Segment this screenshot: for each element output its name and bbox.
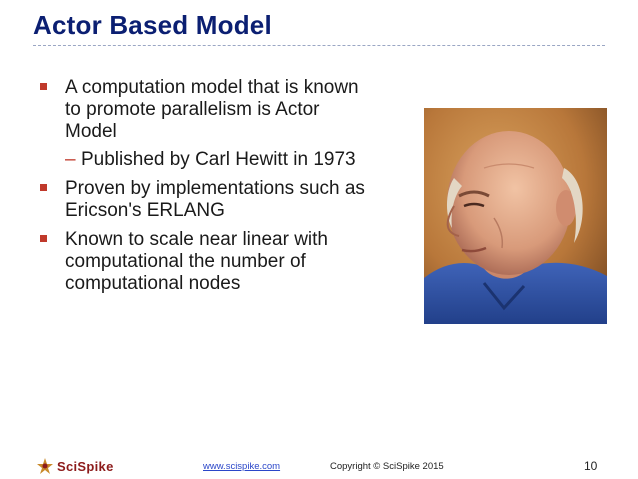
scispike-logo-icon xyxy=(36,457,54,475)
logo-text: SciSpike xyxy=(57,458,114,474)
bullet-square-icon xyxy=(40,184,47,191)
portrait-photo xyxy=(424,108,607,324)
bullet-square-icon xyxy=(40,83,47,90)
website-link[interactable]: www.scispike.com xyxy=(203,461,281,472)
page-number: 10 xyxy=(584,459,598,473)
bullet-list xyxy=(40,77,370,302)
bullet-text: A computation model that is known to promote parallelism is Actor Model xyxy=(65,77,359,142)
bullet-item xyxy=(40,178,370,222)
sub-bullet-item xyxy=(40,149,370,171)
bullet-item xyxy=(40,229,370,295)
sub-bullet-text: Published by Carl Hewitt in 1973 xyxy=(81,149,356,170)
bullet-text: Proven by implementations such as Ericson's ERLANG xyxy=(65,178,365,221)
bullet-text: Known to scale near linear with computational the number of computational nodes xyxy=(65,229,328,294)
slide-footer xyxy=(0,448,638,479)
copyright-text: Copyright © SciSpike 2015 xyxy=(330,461,444,472)
title-divider xyxy=(33,45,605,46)
slide-title: Actor Based Model xyxy=(33,10,272,40)
bullet-square-icon xyxy=(40,235,47,242)
company-logo xyxy=(36,456,114,476)
bullet-item xyxy=(40,77,370,143)
sub-bullet-dash: – xyxy=(65,149,76,170)
